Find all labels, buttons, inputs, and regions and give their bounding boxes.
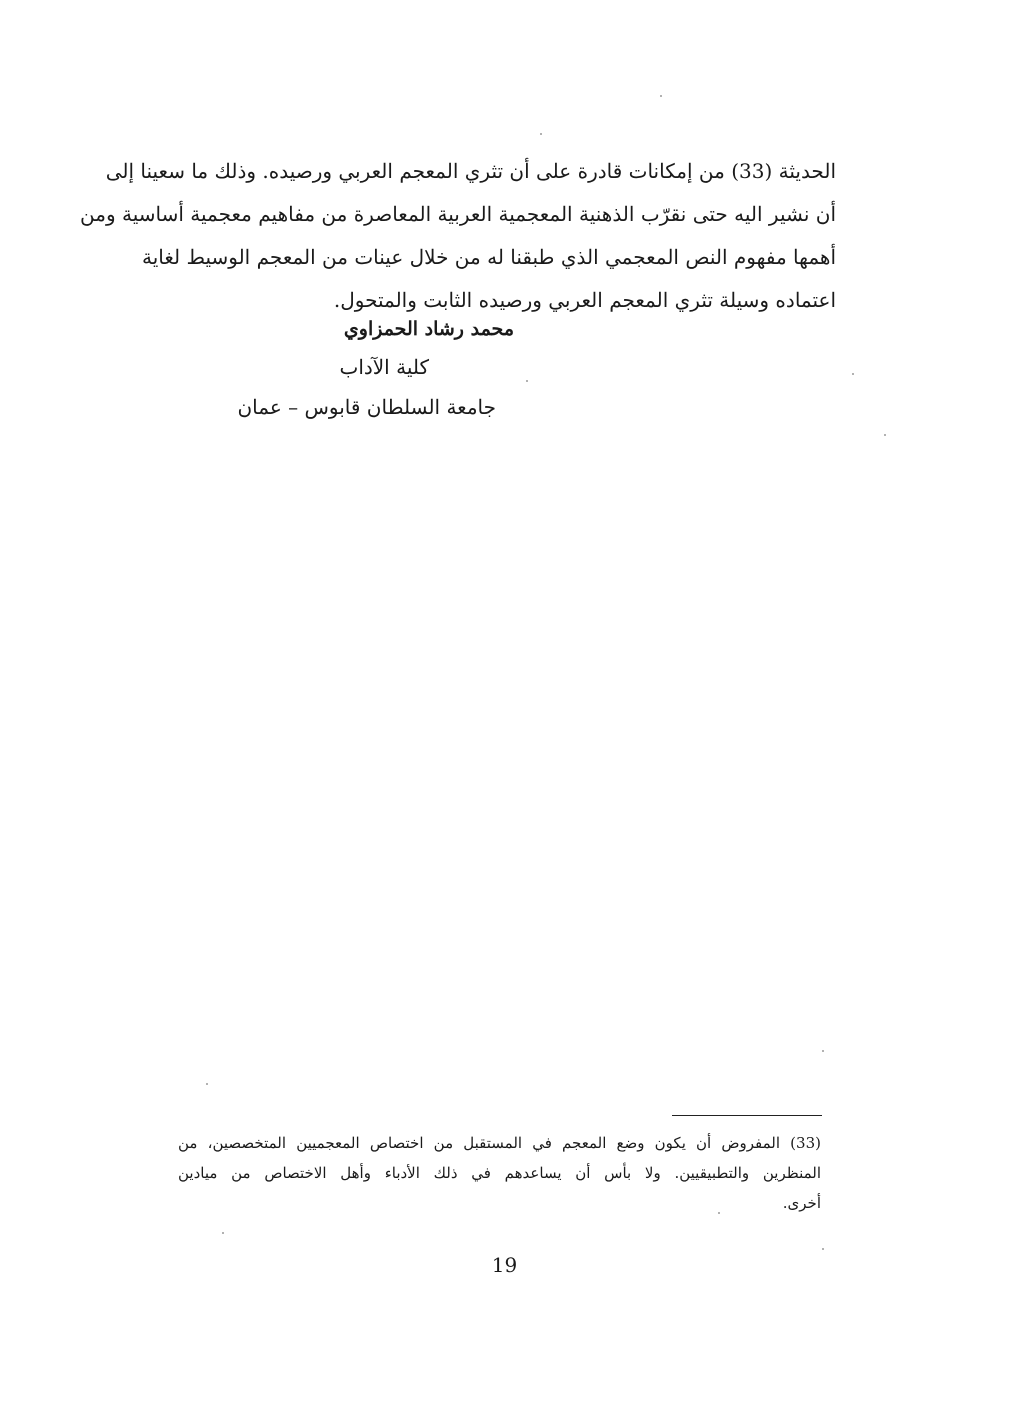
scan-speck	[206, 1083, 208, 1085]
footnote	[178, 1128, 821, 1218]
scan-speck	[884, 434, 886, 436]
scan-speck	[822, 1050, 824, 1052]
author-name: محمد رشاد الحمزاوي	[343, 318, 514, 340]
body-line: الحديثة (33) من إمكانات قادرة على أن تثري المعجم العربي ورصيده. وذلك ما سعينا إلى	[105, 159, 836, 183]
scan-speck	[822, 1248, 824, 1250]
scan-speck	[540, 133, 542, 135]
scan-speck	[526, 380, 528, 382]
body-line: أن نشير اليه حتى نقرّب الذهنية المعجمية العربية المعاصرة من مفاهيم معجمية أساسية ومن	[80, 202, 836, 226]
footnote-line: (33) المفروض أن يكون وضع المعجم في المستقبل من اختصاص المعجميين المتخصصين، من	[178, 1134, 821, 1152]
scan-speck	[852, 373, 854, 375]
page-number: 19	[491, 1253, 518, 1277]
footnote-line: المنظرين والتطبيقيين. ولا بأس أن يساعدهم في ذلك الأدباء وأهل الاختصاص من ميادين	[178, 1164, 821, 1182]
scan-speck	[660, 95, 662, 97]
footnote-separator	[672, 1115, 822, 1116]
scan-speck	[222, 1232, 224, 1234]
body-paragraph	[80, 150, 836, 322]
body-line: اعتماده وسيلة تثري المعجم العربي ورصيده الثابت والمتحول.	[333, 288, 836, 312]
scan-speck	[718, 1212, 720, 1214]
author-faculty: كلية الآداب	[339, 355, 429, 379]
author-university: جامعة السلطان قابوس – عمان	[237, 395, 496, 419]
body-line: أهمها مفهوم النص المعجمي الذي طبقنا له من خلال عينات من المعجم الوسيط لغاية	[142, 245, 836, 269]
footnote-line: أخرى.	[782, 1194, 821, 1212]
